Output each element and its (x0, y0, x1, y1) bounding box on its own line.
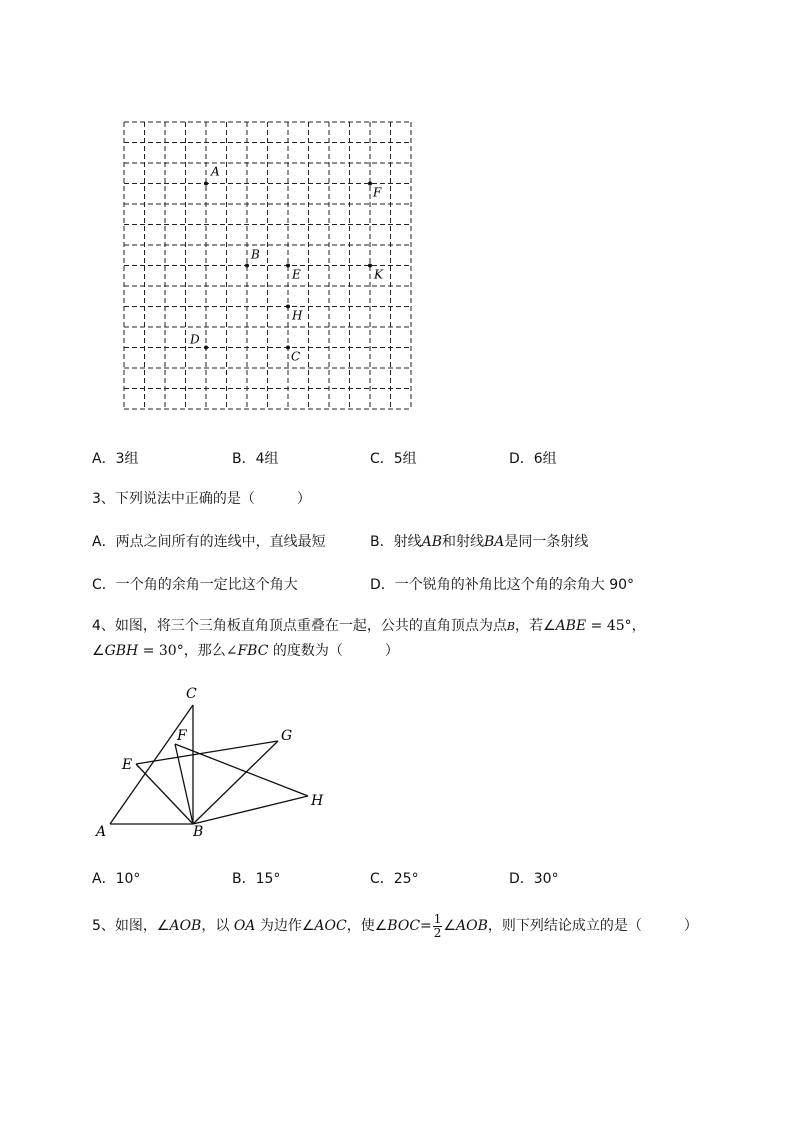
q3-stem: 3、下列说法中正确的是（ ） (92, 491, 311, 507)
grid-point-f (368, 182, 372, 186)
label-e: E (122, 757, 133, 773)
q3-option-b: B．射线AB和射线BA是同一条射线 (370, 534, 589, 550)
grid-point-k (368, 264, 372, 268)
segment-eg (136, 741, 278, 764)
grid-point-e (286, 264, 290, 268)
label-f: F (177, 728, 187, 744)
q2-option-a: A．3组 (92, 451, 139, 467)
grid-point-label-h: H (292, 308, 303, 323)
q2-option-d: D．6组 (509, 451, 557, 467)
segment-be (136, 764, 193, 824)
label-b: B (193, 824, 204, 840)
grid-point-label-k: K (374, 267, 383, 282)
q4-option-b: B．15° (232, 871, 281, 887)
label-c: C (186, 686, 197, 702)
grid-point-b (245, 264, 249, 268)
q4-option-c: C．25° (370, 871, 419, 887)
q4-stem-line1: 4、如图，将三个三角板直角顶点重叠在一起，公共的直角顶点为点B，若∠ABE = 45°， (92, 618, 646, 634)
q5-stem: 5、如图，∠AOB，以 OA 为边作∠AOC，使∠BOC= $\frac{1}{2}$ ∠AOB，则下列结论成立的是（ ） (92, 911, 698, 940)
grid-point-c (286, 346, 290, 350)
grid-point-label-d: D (190, 332, 200, 347)
q4-option-a: A．10° (92, 871, 141, 887)
q3-option-a: A．两点之间所有的连线中，直线最短 (92, 534, 326, 550)
q4-stem-line2: ∠GBH = 30°，那么∠FBC 的度数为（ ） (92, 643, 399, 659)
q3-option-d: D．一个锐角的补角比这个角的余角大 90° (370, 577, 635, 593)
q2-option-c: C．5组 (370, 451, 417, 467)
grid-points (189, 165, 384, 364)
grid-point-label-b: B (251, 247, 260, 262)
segment-fh (175, 744, 308, 796)
triangle-figure (90, 680, 340, 845)
label-g: G (281, 728, 293, 744)
grid-point-h (286, 305, 290, 309)
grid-lines (124, 122, 411, 409)
grid-point-label-e: E (292, 267, 301, 282)
label-a: A (96, 824, 107, 840)
q2-option-b: B．4组 (232, 451, 279, 467)
grid-point-label-a: A (211, 164, 220, 179)
segment-bg (193, 741, 278, 824)
grid-point-label-f: F (373, 185, 382, 200)
grid-point-label-c: C (291, 349, 301, 364)
fraction-one-half: $\frac{1}{2}$ (433, 911, 442, 940)
grid-point-d (204, 346, 208, 350)
grid-figure (0, 0, 794, 420)
grid-point-a (204, 182, 208, 186)
label-h: H (311, 793, 324, 809)
q3-option-c: C．一个角的余角一定比这个角大 (92, 577, 298, 593)
q4-option-d: D．30° (509, 871, 559, 887)
segment-bh (193, 796, 308, 824)
